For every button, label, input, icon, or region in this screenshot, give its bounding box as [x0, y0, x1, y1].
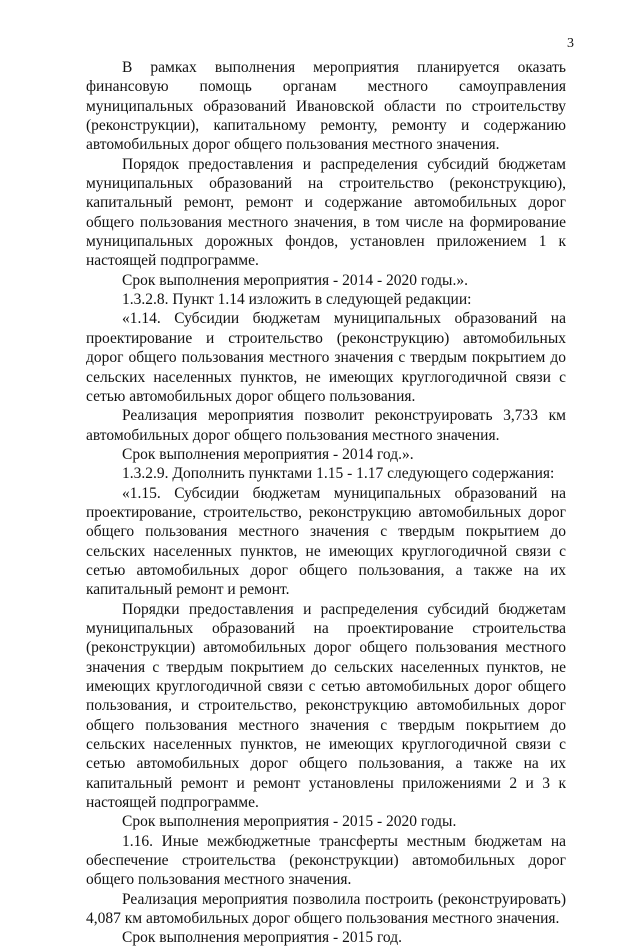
document-body: [86, 58, 566, 948]
paragraph-term-2014-2020: Срок выполнения мероприятия - 2014 - 2020 годы.».: [122, 271, 468, 289]
page-number: 3: [567, 36, 574, 51]
paragraph-item-1-16: 1.16. Иные межбюджетные трансферты местным бюджетам на обеспечение строительства (реконструкции) автомобильных дорог общего пользования местного значения.: [86, 832, 566, 889]
paragraph-term-2015-2020: Срок выполнения мероприятия - 2015 - 2020 годы.: [122, 813, 457, 831]
paragraph-1-3-2-9: 1.3.2.9. Дополнить пунктами 1.15 - 1.17 следующего содержания:: [122, 465, 555, 483]
paragraph-subsidy-procedure: Порядок предоставления и распределения субсидий бюджетам муниципальных образований на строительство (реконструкцию), капитальный ремонт, ремонт и содержание автомобильных дорог общего пользования местного значения, в том числе на формирование муниципальных дорожных фондов, установлен приложением 1 к настоящей подпрограмме.: [86, 155, 566, 270]
paragraph-term-2015: Срок выполнения мероприятия - 2015 год.: [122, 929, 402, 947]
paragraph-item-1-15: «1.15. Субсидии бюджетам муниципальных образований на проектирование, строительство, реконструкцию автомобильных дорог общего пользования местного значения с твердым покрытием до сельских населенных пунктов, не имеющих круглогодичной связи с сетью автомобильных дорог общего пользования, а также на их капитальный ремонт и ремонт.: [86, 484, 566, 599]
paragraph-build-4087: Реализация мероприятия позволила построить (реконструировать) 4,087 км автомобильных дорог общего пользования местного значения.: [86, 890, 566, 928]
paragraph-road-funding-intro: В рамках выполнения мероприятия планируется оказать финансовую помощь органам местного самоуправления муниципальных образований Ивановской области по строительству (реконструкции), капитальному ремонту, ремонту и содержанию автомобильных дорог общего пользования местного значения.: [86, 59, 566, 154]
paragraph-reconstruct-3733: Реализация мероприятия позволит реконструировать 3,733 км автомобильных дорог общего пользования местного значения.: [86, 407, 566, 444]
paragraph-subsidy-procedures-2-3: Порядки предоставления и распределения субсидий бюджетам муниципальных образований на проектирование строительства (реконструкции) автомобильных дорог общего пользования местного значения с твердым покрытием до сельских населенных пунктов, не имеющих круглогодичной связи с сетью автомобильных дорог общего пользования, и строительство, реконструкцию автомобильных дорог общего пользования местного значения с твердым покрытием до сельских населенных пунктов, не имеющих круглогодичной связи с сетью автомобильных дорог общего пользования, а также на их капитальный ремонт и ремонт установлены приложениями 2 и 3 к настоящей подпрограмме.: [86, 600, 566, 812]
paragraph-1-3-2-8: 1.3.2.8. Пункт 1.14 изложить в следующей редакции:: [122, 291, 472, 309]
paragraph-item-1-14: «1.14. Субсидии бюджетам муниципальных образований на проектирование и строительство (реконструкцию) автомобильных дорог общего пользования местного значения с твердым покрытием до сельских населенных пунктов, не имеющих круглогодичной связи с сетью автомобильных дорог общего пользования.: [86, 310, 566, 405]
paragraph-term-2014: Срок выполнения мероприятия - 2014 год.».: [122, 445, 414, 463]
